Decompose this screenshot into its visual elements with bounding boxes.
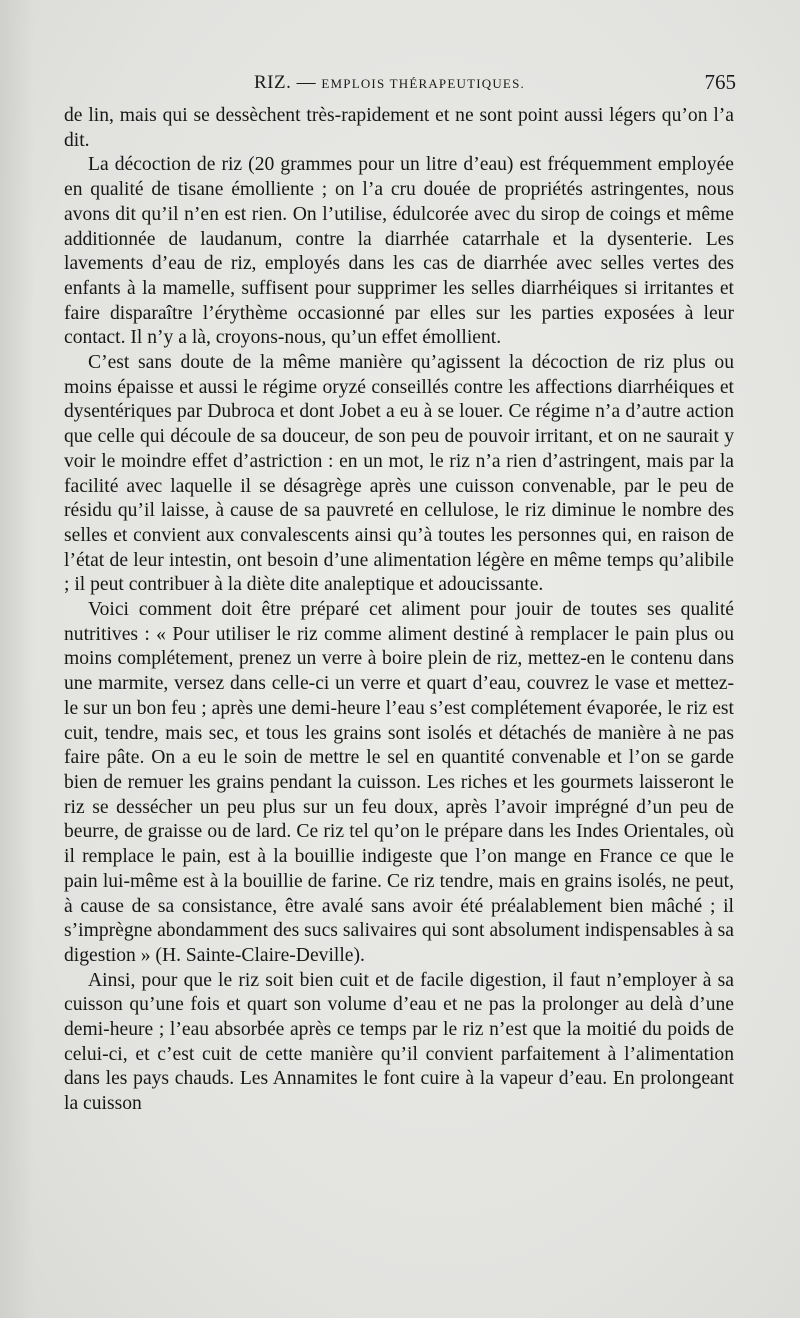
paragraph-cooking: Ainsi, pour que le riz soit bien cuit et de facile digestion, il faut n’employer à sa cuisson qu’une fois et quart son volume d’eau et ne pas la prolonger au delà d’une demi-heure ; l’eau absorbée après ce temps par le riz n’est que la moitié du poids de celui-ci, et c’est cuit de cette manière qu’il convient parfaitement à l’alimentation dans les pays chauds. Les Annamites le font cuire à la vapeur d’eau. En prolongeant la cuisson	[64, 969, 734, 1115]
running-title	[254, 72, 525, 94]
page-number: 765	[704, 70, 736, 94]
page-gutter-shadow	[0, 0, 34, 1318]
running-header	[64, 70, 736, 100]
paragraph-continuation: de lin, mais qui se dessèchent très-rapidement et ne sont point aussi légers qu’on l’a dit.	[64, 105, 734, 151]
paragraph-decoction: La décoction de riz (20 grammes pour un litre d’eau) est fréquemment employée en qualité de tisane émolliente ; on l’a cru douée de propriétés astringentes, nous avons dit qu’il n’en est rien. On l’utilise, édulcorée avec du sirop de coings et même additionnée de laudanum, contre la diarrhée catarrhale et la dysenterie. Les lavements d’eau de riz, employés dans les cas de diarrhée avec selles vertes des enfants à la mamelle, suffisent pour supprimer les selles diarrhéiques si irritantes et faire disparaître l’érythème occasionné par elles sur les parties exposées à leur contact. Il n’y a là, croyons-nous, qu’un effet émollient.	[64, 154, 734, 349]
running-title-sub: EMPLOIS THÉRAPEUTIQUES.	[321, 76, 525, 91]
paragraph-regime: C’est sans doute de la même manière qu’agissent la décoction de riz plus ou moins épaisse et aussi le régime oryzé conseillés contre les affections diarrhéiques et dysentériques par Dubroca et dont Jobet a eu à se louer. Ce régime n’a d’autre action que celle qui découle de sa douceur, de son peu de pouvoir irritant, et on ne saurait y voir le moindre effet d’astriction : en un mot, le riz n’a rien d’astringent, mais par la facilité avec laquelle il se désagrège après une cuisson convenable, par le peu de résidu qu’il laisse, à cause de sa pauvreté en cellulose, le riz diminue le nombre des selles et convient aux convalescents ainsi qu’à toutes les personnes qui, en raison de l’état de leur intestin, ont besoin d’une alimentation légère en même temps qu’alibile ; il peut contribuer à la diète dite analeptique et adoucissante.	[64, 352, 734, 596]
body-text	[64, 104, 734, 1117]
running-title-main: RIZ. —	[254, 72, 317, 93]
paragraph-preparation: Voici comment doit être préparé cet aliment pour jouir de toutes ses qualité nutritives : « Pour utiliser le riz comme aliment destiné à remplacer le pain plus ou moins complétement, prenez un verre à boire plein de riz, mettez-en le contenu dans une marmite, versez dans celle-ci un verre et quart d’eau, couvrez le vase et mettez-le sur un bon feu ; après une demi-heure l’eau s’est complétement évaporée, le riz est cuit, tendre, mais sec, et tous les grains sont isolés et détachés de manière à ne pas faire pâte. On a eu le soin de mettre le sel en quantité convenable et l’on se garde bien de remuer les grains pendant la cuisson. Les riches et les gourmets laisseront le riz se dessécher un peu plus sur un feu doux, après l’avoir imprégné d’un peu de beurre, de graisse ou de lard. Ce riz tel qu’on le prépare dans les Indes Orientales, où il remplace le pain, est à la bouillie indigeste que l’on mange en France ce que le pain lui-même est à la bouillie de farine. Ce riz tendre, mais en grains isolés, ne peut, à cause de sa consistance, être avalé sans avoir été préalablement bien mâché ; il s’imprègne abondamment des sucs salivaires qui sont absolument indispensables à sa digestion » (H. Sainte-Claire-Deville).	[64, 599, 734, 966]
